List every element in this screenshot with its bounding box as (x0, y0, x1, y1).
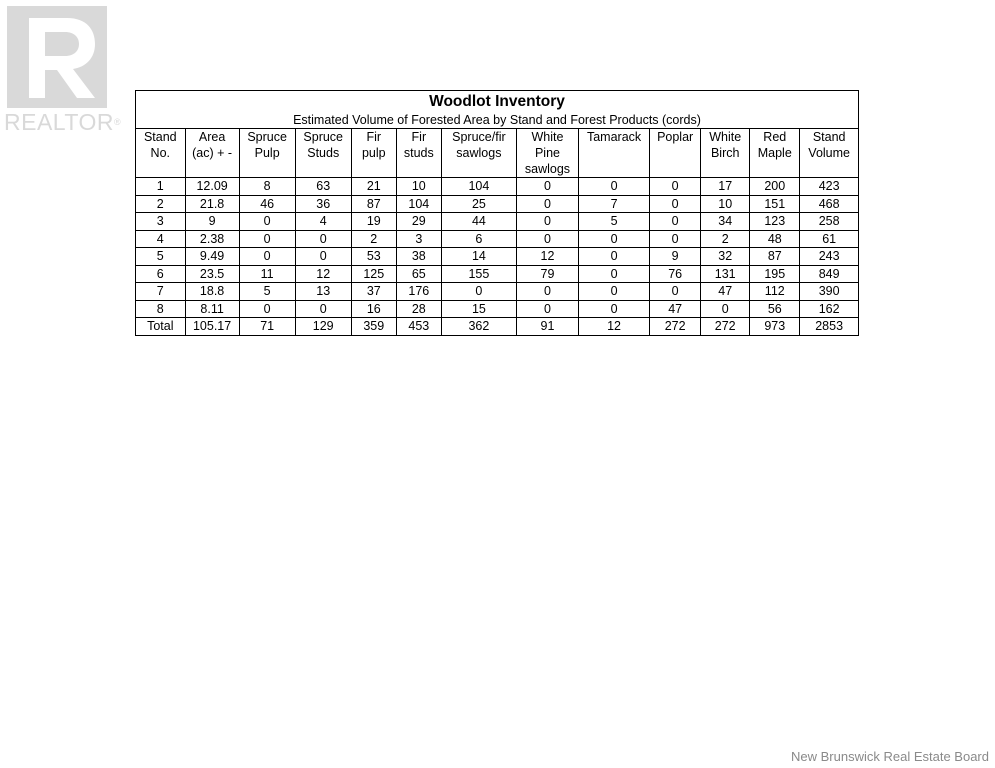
table-cell: 3 (136, 213, 185, 231)
column-header (701, 129, 750, 178)
table-cell: 0 (295, 248, 351, 266)
table-cell: 65 (396, 265, 441, 283)
table-cell: 18.8 (185, 283, 239, 301)
realtor-wordmark-text: REALTOR (4, 109, 115, 135)
table-cell: 0 (516, 230, 578, 248)
table-cell: 423 (800, 178, 858, 196)
column-header-line: Maple (757, 146, 792, 160)
table-row (136, 230, 858, 248)
table-cell: 79 (516, 265, 578, 283)
table-cell: 53 (351, 248, 396, 266)
table-cell: 19 (351, 213, 396, 231)
table-cell: 195 (750, 265, 800, 283)
table-cell: 9.49 (185, 248, 239, 266)
column-header-line: White (709, 130, 742, 144)
table-cell: 5 (136, 248, 185, 266)
table-cell: 0 (650, 178, 701, 196)
table-cell: 14 (441, 248, 516, 266)
table-cell: 129 (295, 318, 351, 335)
column-header-line: No. (150, 146, 170, 160)
column-header-line: sawlogs (456, 146, 502, 160)
table-cell: 123 (750, 213, 800, 231)
footer-credit: New Brunswick Real Estate Board (791, 749, 989, 764)
table-subtitle: Estimated Volume of Forested Area by Stand and Forest Products (cords) (136, 112, 858, 129)
table-cell: 2 (351, 230, 396, 248)
table-cell: 0 (516, 283, 578, 301)
table-cell: 0 (701, 300, 750, 318)
table-row (136, 265, 858, 283)
table-cell: 0 (516, 178, 578, 196)
table-cell: 5 (239, 283, 295, 301)
table-cell: 272 (701, 318, 750, 335)
table-cell: 17 (701, 178, 750, 196)
column-header-line: Spruce (247, 130, 287, 144)
table-cell: 21 (351, 178, 396, 196)
table-cell: 162 (800, 300, 858, 318)
table-cell: 272 (650, 318, 701, 335)
table-cell: 0 (516, 300, 578, 318)
column-header (750, 129, 800, 178)
column-header-line: Birch (710, 146, 740, 160)
table-cell: 1 (136, 178, 185, 196)
table-cell: 76 (650, 265, 701, 283)
table-cell: 0 (650, 195, 701, 213)
table-cell: 87 (351, 195, 396, 213)
column-header-line: Pulp (254, 146, 280, 160)
table-cell: 6 (441, 230, 516, 248)
table-title: Woodlot Inventory (429, 93, 565, 110)
table-cell: 200 (750, 178, 800, 196)
table-cell: 2 (701, 230, 750, 248)
table-cell: 9 (185, 213, 239, 231)
table-cell: 87 (750, 248, 800, 266)
realtor-r-icon (7, 6, 107, 108)
table-cell: 8.11 (185, 300, 239, 318)
table-cell: 973 (750, 318, 800, 335)
table-cell: 37 (351, 283, 396, 301)
table-row (136, 283, 858, 301)
table-cell: 32 (701, 248, 750, 266)
column-header-line: studs (403, 146, 434, 160)
column-header-line: Fir (411, 130, 427, 144)
column-header-line: Stand (812, 130, 846, 144)
table-cell: 468 (800, 195, 858, 213)
table-cell: 16 (351, 300, 396, 318)
table-cell: 243 (800, 248, 858, 266)
header-row (136, 129, 858, 178)
table-cell: 105.17 (185, 318, 239, 335)
table-cell: 0 (239, 300, 295, 318)
table-cell: 7 (579, 195, 650, 213)
table-cell: 48 (750, 230, 800, 248)
woodlot-inventory-table (135, 90, 859, 336)
table-cell: 0 (295, 300, 351, 318)
realtor-wordmark (4, 109, 122, 135)
column-header (295, 129, 351, 178)
table-cell: 0 (579, 300, 650, 318)
table-cell: 258 (800, 213, 858, 231)
column-header (516, 129, 578, 178)
table-cell: 4 (136, 230, 185, 248)
table-cell: 6 (136, 265, 185, 283)
table-cell: 71 (239, 318, 295, 335)
table-cell: 63 (295, 178, 351, 196)
table-cell: 0 (516, 195, 578, 213)
table-cell: 453 (396, 318, 441, 335)
column-header-line: White (531, 130, 564, 144)
column-header (185, 129, 239, 178)
table-cell: 176 (396, 283, 441, 301)
table-cell: 0 (516, 213, 578, 231)
column-header (650, 129, 701, 178)
table-cell: 0 (579, 265, 650, 283)
table-cell: 11 (239, 265, 295, 283)
table-cell: 0 (579, 248, 650, 266)
column-header (396, 129, 441, 178)
table-cell: 15 (441, 300, 516, 318)
table-cell: 131 (701, 265, 750, 283)
table-cell: 25 (441, 195, 516, 213)
table-cell: 13 (295, 283, 351, 301)
inventory-grid (136, 129, 858, 335)
table-cell: 8 (136, 300, 185, 318)
column-header-line: Stand (143, 130, 177, 144)
table-cell: 0 (239, 230, 295, 248)
table-cell: 46 (239, 195, 295, 213)
column-header (351, 129, 396, 178)
table-cell: 3 (396, 230, 441, 248)
table-cell: 10 (396, 178, 441, 196)
column-header (800, 129, 858, 178)
column-header-line: Pine (534, 146, 560, 160)
table-cell: 44 (441, 213, 516, 231)
table-body (136, 178, 858, 335)
table-cell: 104 (441, 178, 516, 196)
column-header-line: (ac) + - (192, 146, 233, 160)
table-cell: 12 (295, 265, 351, 283)
table-cell: 0 (650, 230, 701, 248)
table-cell: 359 (351, 318, 396, 335)
realtor-logo (4, 6, 122, 136)
table-cell: 151 (750, 195, 800, 213)
column-header-line: pulp (361, 146, 386, 160)
registered-mark: ® (114, 117, 122, 127)
column-header-line: Area (198, 130, 226, 144)
table-row (136, 300, 858, 318)
table-cell: 12 (516, 248, 578, 266)
table-cell: 0 (441, 283, 516, 301)
column-header (136, 129, 185, 178)
table-row (136, 213, 858, 231)
table-cell: 9 (650, 248, 701, 266)
column-header-line: Spruce (303, 130, 344, 144)
table-cell: 47 (701, 283, 750, 301)
table-cell: 38 (396, 248, 441, 266)
table-row (136, 178, 858, 196)
table-row (136, 248, 858, 266)
table-cell: 47 (650, 300, 701, 318)
table-cell: 2853 (800, 318, 858, 335)
column-header (239, 129, 295, 178)
table-cell: 21.8 (185, 195, 239, 213)
table-row (136, 195, 858, 213)
table-cell: 34 (701, 213, 750, 231)
table-cell: 0 (650, 213, 701, 231)
table-cell: 8 (239, 178, 295, 196)
table-cell: 61 (800, 230, 858, 248)
column-header (441, 129, 516, 178)
table-cell: 0 (239, 213, 295, 231)
table-cell: Total (136, 318, 185, 335)
table-cell: 125 (351, 265, 396, 283)
table-cell: 112 (750, 283, 800, 301)
table-cell: 0 (579, 230, 650, 248)
table-cell: 12.09 (185, 178, 239, 196)
table-cell: 56 (750, 300, 800, 318)
table-cell: 0 (650, 283, 701, 301)
table-cell: 0 (579, 178, 650, 196)
table-cell: 4 (295, 213, 351, 231)
table-cell: 2 (136, 195, 185, 213)
table-cell: 0 (579, 283, 650, 301)
table-cell: 104 (396, 195, 441, 213)
table-cell: 0 (239, 248, 295, 266)
table-cell: 7 (136, 283, 185, 301)
table-cell: 390 (800, 283, 858, 301)
column-header-line: Spruce/fir (452, 130, 506, 144)
table-cell: 5 (579, 213, 650, 231)
column-header-line: Fir (366, 130, 382, 144)
table-cell: 10 (701, 195, 750, 213)
column-header-line: Studs (307, 146, 340, 160)
table-cell: 155 (441, 265, 516, 283)
column-header-line: Volume (808, 146, 850, 160)
table-cell: 36 (295, 195, 351, 213)
table-cell: 0 (295, 230, 351, 248)
table-cell: 849 (800, 265, 858, 283)
column-header (579, 129, 650, 178)
column-header-line: Red (763, 130, 787, 144)
table-cell: 23.5 (185, 265, 239, 283)
total-row (136, 318, 858, 335)
table-cell: 2.38 (185, 230, 239, 248)
column-header-line: sawlogs (524, 162, 571, 176)
table-cell: 362 (441, 318, 516, 335)
table-cell: 28 (396, 300, 441, 318)
column-header-line: Tamarack (586, 130, 642, 144)
table-cell: 91 (516, 318, 578, 335)
table-cell: 29 (396, 213, 441, 231)
column-header-line: Poplar (657, 130, 694, 144)
table-cell: 12 (579, 318, 650, 335)
